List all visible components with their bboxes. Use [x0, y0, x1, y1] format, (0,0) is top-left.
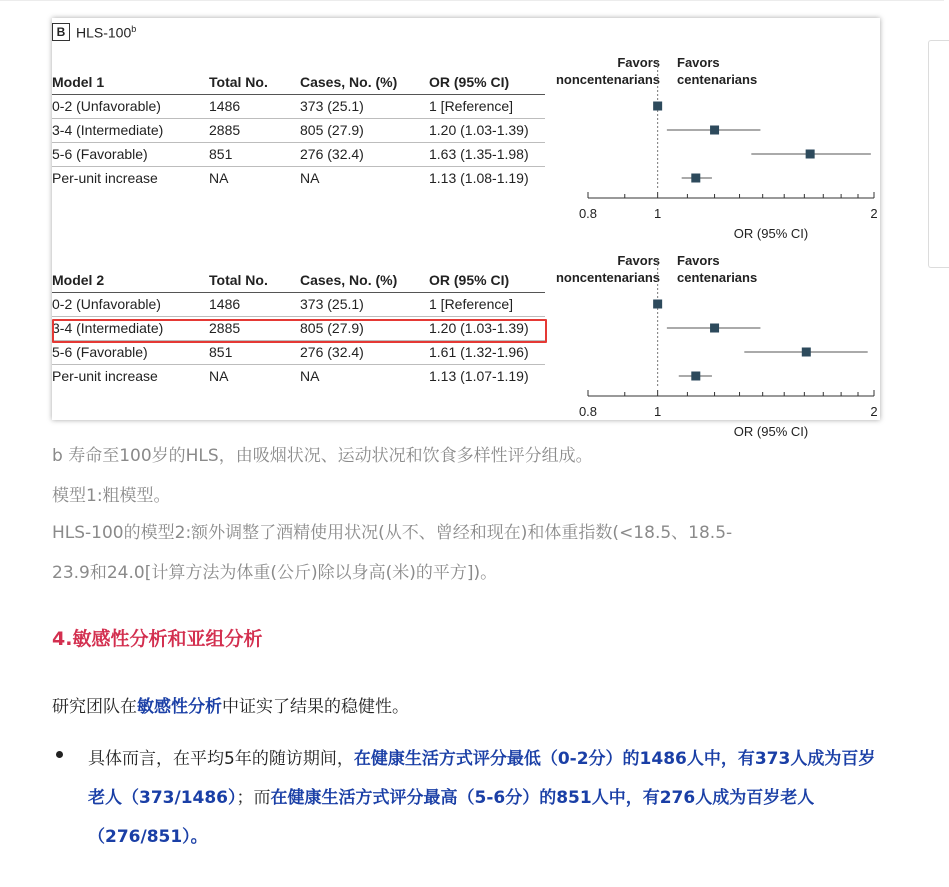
bullet-point	[56, 751, 63, 758]
row-cases: 276 (32.4)	[300, 146, 364, 162]
or-point-marker	[653, 102, 662, 111]
or-point-marker	[710, 126, 719, 135]
col-total-header: Total No.	[209, 74, 268, 90]
or-point-marker	[653, 300, 662, 309]
row-or: 1 [Reference]	[429, 296, 514, 312]
sensitivity-analysis-link[interactable]: 敏感性分析	[137, 697, 222, 717]
model-name: Model 2	[52, 272, 105, 288]
row-or: 1.20 (1.03-1.39)	[429, 320, 529, 336]
x-axis-label: OR (95% CI)	[733, 226, 809, 241]
favors-centenarians-label: Favors centenarians	[677, 253, 758, 285]
row-cases: NA	[300, 170, 320, 186]
col-cases-header: Cases, No. (%)	[300, 74, 398, 90]
footnote-model2-line1: HLS-100的模型2:额外调整了酒精使用状况(从不、曾经和现在)和体重指数(<18.5、18.5-	[52, 523, 733, 543]
forest-plot-figure	[52, 18, 880, 439]
side-panel-tab[interactable]	[928, 40, 949, 268]
row-total: 2885	[209, 320, 241, 336]
x-tick-label: 0.8	[578, 404, 598, 419]
row-or: 1.63 (1.35-1.98)	[429, 146, 529, 162]
x-tick-label: 1	[654, 206, 662, 221]
top-divider	[0, 0, 944, 1]
intro-paragraph: 研究团队在敏感性分析中证实了结果的稳健性。	[52, 697, 409, 717]
col-or-header: OR (95% CI)	[429, 74, 510, 90]
row-cases: 373 (25.1)	[300, 296, 364, 312]
row-cases: NA	[300, 368, 320, 384]
or-point-marker	[806, 150, 815, 159]
row-cases: 276 (32.4)	[300, 344, 364, 360]
model-name: Model 1	[52, 74, 105, 90]
row-group: 3-4 (Intermediate)	[52, 320, 164, 336]
col-or-header: OR (95% CI)	[429, 272, 510, 288]
row-or: 1.61 (1.32-1.96)	[429, 344, 529, 360]
footnote-model1: 模型1:粗模型。	[52, 486, 171, 506]
row-total: 851	[209, 344, 233, 360]
row-or: 1.13 (1.07-1.19)	[429, 368, 529, 384]
x-tick-label: 0.8	[578, 206, 598, 221]
forest-plot	[52, 18, 880, 439]
col-total-header: Total No.	[209, 272, 268, 288]
footnote-b: b 寿命至100岁的HLS，由吸烟状况、运动状况和饮食多样性评分组成。	[52, 446, 593, 466]
row-cases: 805 (27.9)	[300, 122, 364, 138]
or-point-marker	[710, 324, 719, 333]
row-total: 1486	[209, 296, 241, 312]
favors-noncentenarians-label: Favors noncentenarians	[555, 253, 660, 285]
or-point-marker	[802, 348, 811, 357]
row-group: 3-4 (Intermediate)	[52, 122, 164, 138]
x-tick-label: 1	[654, 404, 662, 419]
row-total: 1486	[209, 98, 241, 114]
x-tick-label: 2	[870, 404, 878, 419]
or-point-marker	[691, 174, 700, 183]
or-point-marker	[691, 372, 700, 381]
row-or: 1.13 (1.08-1.19)	[429, 170, 529, 186]
row-group: Per-unit increase	[52, 368, 158, 384]
row-or: 1.20 (1.03-1.39)	[429, 122, 529, 138]
bullet-text: 具体而言，在平均5年的随访期间，在健康生活方式评分最低（0-2分）的1486人中，有373人成为百岁老人（373/1486）；而在健康生活方式评分最高（5-6分）的851人中，有276人成为百岁老人（276/851）。	[88, 749, 876, 847]
figure-title: HLS-100$^b$	[76, 23, 137, 41]
row-cases: 373 (25.1)	[300, 98, 364, 114]
row-group: 5-6 (Favorable)	[52, 146, 148, 162]
row-total: 2885	[209, 122, 241, 138]
row-or: 1 [Reference]	[429, 98, 514, 114]
x-tick-label: 2	[870, 206, 878, 221]
favors-noncentenarians-label: Favors noncentenarians	[555, 55, 660, 87]
row-group: Per-unit increase	[52, 170, 158, 186]
footnote-model2-line2: 23.9和24.0[计算方法为体重(公斤)除以身高(米)的平方])。	[52, 563, 498, 583]
row-total: 851	[209, 146, 233, 162]
col-cases-header: Cases, No. (%)	[300, 272, 398, 288]
section-heading: 4.敏感性分析和亚组分析	[52, 628, 263, 650]
row-group: 0-2 (Unfavorable)	[52, 296, 161, 312]
row-cases: 805 (27.9)	[300, 320, 364, 336]
row-total: NA	[209, 170, 229, 186]
row-total: NA	[209, 368, 229, 384]
x-axis-label: OR (95% CI)	[733, 424, 809, 439]
favors-centenarians-label: Favors centenarians	[677, 55, 758, 87]
row-group: 0-2 (Unfavorable)	[52, 98, 161, 114]
row-group: 5-6 (Favorable)	[52, 344, 148, 360]
figure-letter-badge: B	[52, 23, 70, 41]
